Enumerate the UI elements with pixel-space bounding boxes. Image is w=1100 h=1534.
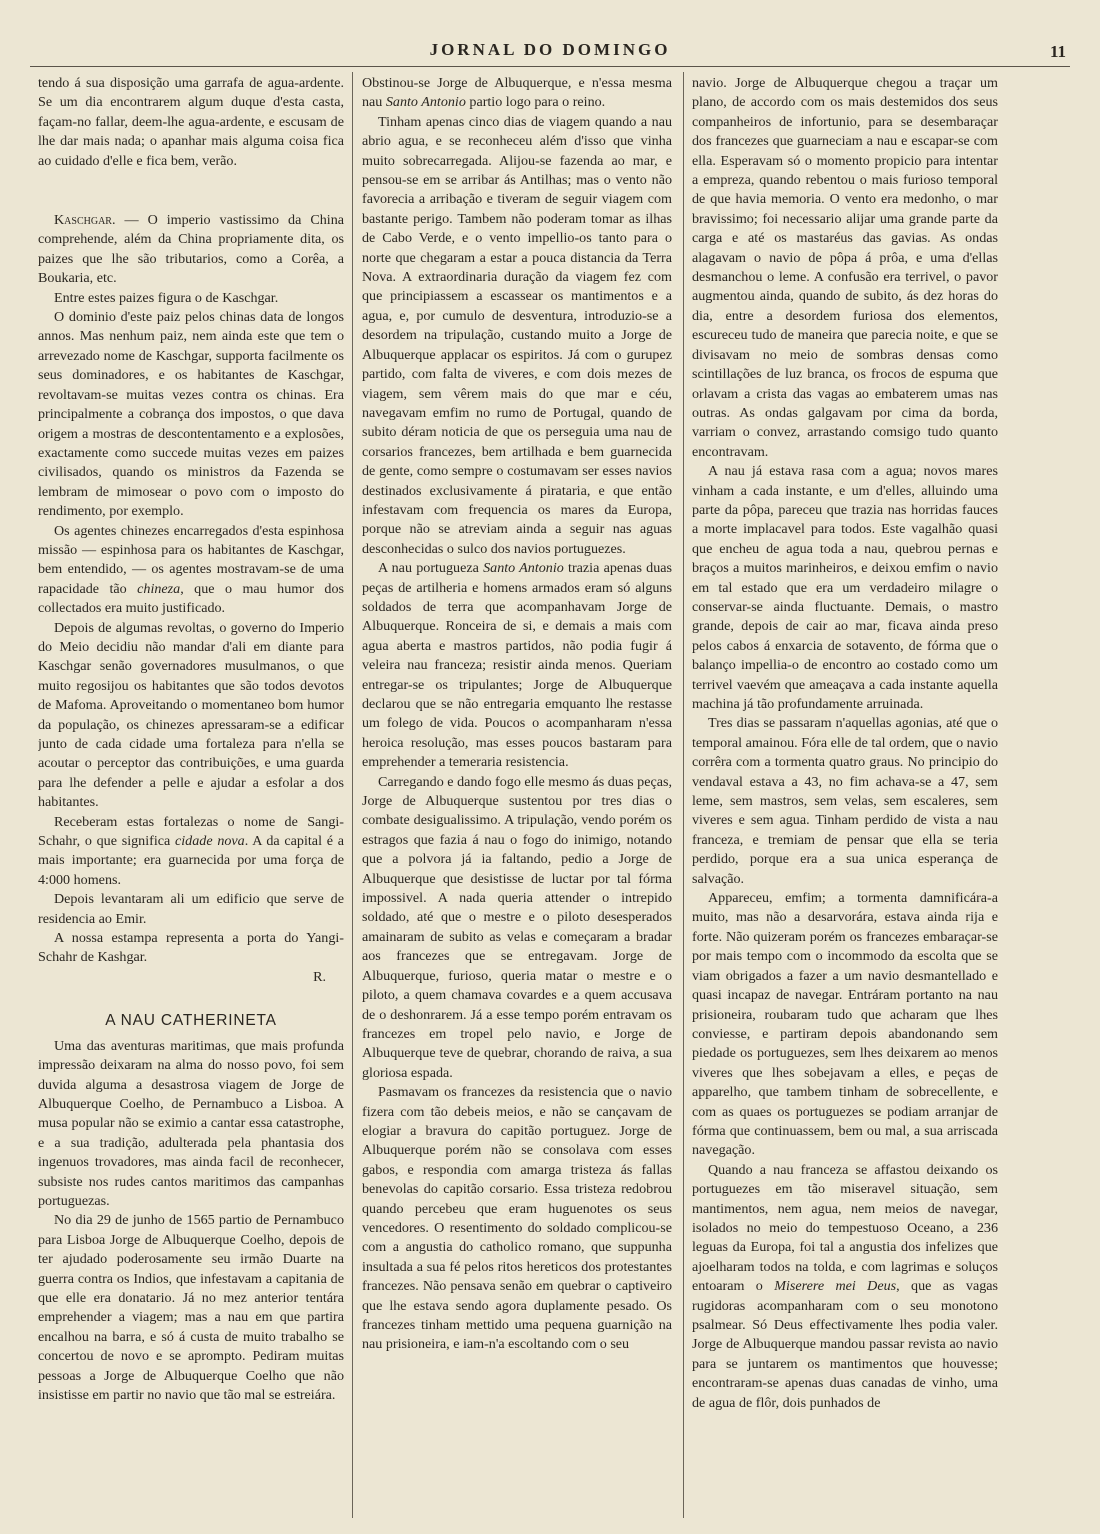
paragraph: O dominio d'este paiz pelos chinas data de longos annos. Mas nenhum paiz, nem ainda este que tem o arrevezado nome de Kaschgar, supporta facilmente os seus dominadores, e os habitantes de Kaschgar, revoltavam-se muitas vezes contra os chinas. Era principalmente a cobrança dos impostos, o que dava origem a mostras de descontentamento e a explosões, exactamente como succede muitas vezes em paizes civilisados, quando os ministros da Fazenda se lembram de mimosear o povo com o imposto do rendimento, por exemplo.	[38, 309, 344, 520]
header-rule	[30, 66, 1070, 67]
paragraph-text: . A da capital é a mais importante; era guarnecida por uma força de 4:000 homens.	[38, 833, 344, 888]
paragraph: tendo á sua disposição uma garrafa de agua-ardente. Se um dia encontrarem algum duque d'esta casta, façam-no fallar, deem-lhe agua-ardente, e escusam de lhe dar mais nada; o apanhar mais alguma coisa fica ao cuidado d'elle e fica bem, verão.	[38, 75, 344, 169]
paragraph	[692, 1161, 998, 1413]
paragraph: navio. Jorge de Albuquerque chegou a traçar um plano, de accordo com os mais destemidos dos seus companheiros de infortunio, para se desembaraçar dos francezes que guarneciam a nau e escapar-se com ella. Esperavam só o momento propicio para intentar a empreza, quando rebentou o mais furioso temporal de que havia memoria. O vento era medonho, o mar bravissimo; foi necessario alijar uma grande parte da carga e até os mastaréus das gavias. As ondas alagavam o navio de pôpa á prôa, e uma d'ellas desmanchou o leme. A confusão era terrivel, o pavor augmentou ainda, quando de subito, ás dez horas do dia, entre a desordem furiosa dos elementos, escureceu tudo de maneira que parecia noite, e que se divisavam no meio de sombras densas como scintillações de luz branca, os frocos de espuma que orlavam a crista das vagas ao embaterem umas nas outras. As ondas galgavam por cima da borda, varriam o convez, arrastando comsigo tudo quanto encontravam.	[692, 75, 998, 460]
italic-text: Miserere mei Deus	[774, 1278, 897, 1295]
paragraph	[38, 522, 344, 619]
article-title: A NAU CATHERINETA	[105, 1012, 277, 1030]
paragraph-text: Os agentes chinezes encarregados d'esta espinhosa missão — espinhosa para os habitantes de Kaschgar, bem entendido, — os agentes mostravam-se de uma rapacidade tão	[38, 522, 344, 597]
paragraph-text: Obstinou-se Jorge de Albuquerque, e n'essa mesma nau	[362, 75, 672, 111]
paragraph: Pasmavam os francezes da resistencia que o navio fizera com tão debeis meios, e não se cançavam de elogiar a bravura do capitão portuguez. Jorge de Albuquerque porém não se consolava com esses gabos, e respondia com amarga tristeza ás fallas benevolas do capitão corsario. Essa tristeza redobrou quando percebeu que eram huguenotes os seus vencedores. O resentimento do soldado complicou-se com a angustia do catholico romano, que suppunha insultada a sua fé pelos ritos hereticos dos protestantes francezes. Não pensava senão em quebrar o captiveiro que lhe estava sendo agora duplamente pesado. Os francezes tinham mettido uma pequena guarnição na nau prisioneira, e iam-n'a escoltando com o seu	[362, 1084, 672, 1353]
paragraph-text: trazia apenas duas peças de artilheria e homens armados eram só alguns soldados de terra que acompanhavam Jorge de Albuquerque. Ronceira de si, e demais a mais com agua aberta e mastros partidos, não podia fugir á veleira nau franceza; resistir ainda menos. Queriam entregar-se os tripulantes; Jorge de Albuquerque declarou que se não entregaria emquanto lhe restasse um folego de vida. Poucos o acompanharam n'essa heroica resolução, mas esses poucos bastaram para emprehender a temeraria resistencia.	[362, 560, 672, 771]
paragraph-text: Receberam estas fortalezas o nome de Sangi-Schahr, o que significa	[38, 813, 344, 850]
paragraph	[38, 813, 344, 891]
section-heading-kaschgar: Kaschgar.	[54, 212, 116, 229]
paragraph: Entre estes paizes figura o de Kaschgar.	[54, 289, 279, 306]
paragraph-text: — O imperio vastissimo da China comprehende, além da China propriamente dita, os paizes que lhe são tributarios, como a Corêa, a Boukaria, etc.	[38, 212, 344, 287]
italic-text: Santo Antonio	[385, 94, 466, 111]
spacer	[38, 171, 344, 211]
column-divider-1	[352, 72, 353, 1518]
author-signature: R.	[313, 968, 326, 985]
column-divider-2	[683, 72, 684, 1518]
paragraph-text: , que o mau humor dos collectados era muito justificado.	[38, 580, 344, 617]
paragraph: Tinham apenas cinco dias de viagem quando a nau abrio agua, e se reconheceu além d'isso que vinha muito sobrecarregada. Alijou-se fazenda ao mar, e pensou-se em se arribar ás Antilhas; mas o vento não favorecia a arribação e tiveram de seguir viagem com bastante perigo. Tambem não poderam tomar as ilhas de Cabo Verde, e o vento impellio-os tanto para o norte que chegaram a estar a pouca distancia da Terra Nova. A extraordinaria duração da viagem fez com que principiassem a escassear os mantimentos e a agua, e, por cumulo de desventura, introduzio-se a desordem na tripulação, custando muito a Jorge de Albuquerque applacar os espiritos. Já com o gurupez partido, com falta de viveres, e com dois mezes de viagem, sem vêrem mais do que mar e céu, navegavam emfim no rumo de Portugal, quando de subito déram noticia de que os perseguia uma nau de corsarios francezes, bem artilhada e bem guarnecida de gente, como sempre o costumavam ser esses navios destinados exclusivamente á pirataria, e que então infestavam com frequencia os mares da Europa, porque não se atreviam ainda a seguir nas aguas desconhecidas o sulco dos navios portuguezes.	[362, 113, 672, 557]
italic-text: Santo Antonio	[483, 560, 564, 577]
spacer	[38, 987, 344, 1011]
paragraph: A nau já estava rasa com a agua; novos mares vinham a cada instante, e um d'elles, alluindo uma parte da pôpa, pareceu que trazia nas horridas fauces a morte implacavel para todos. Este vagalhão quasi que encheu de agua toda a nau, quebrou pernas e braços a muitos marinheiros, e deixou emfim o navio em tal estado que era um verdadeiro milagre o conservar-se ainda fluctuante. Demais, o mastro grande, depois de cair ao mar, ficava ainda preso pelos cabos á enxarcia de sotavento, de fórma que o balanço impellia-o de encontro ao costado como um terrivel vaevém que ameaçava a cada instante aquella machina já tão profundamente arruinada.	[692, 463, 998, 712]
paragraph: Depois de algumas revoltas, o governo do Imperio do Meio decidiu não mandar d'ali em diante para Kaschgar senão governadores musulmanos, o que muito regosijou os habitantes que são todos devotos de Mafoma. Aproveitando o momentaneo bom humor da população, os chinezes apressaram-se a edificar junto de cada cidade uma fortaleza para n'ella se acoutar o perceptor das contribuições, e uma guarda para lhe defender a pelle e ajudar a esfolar a dos habitantes.	[38, 619, 344, 811]
paragraph: Depois levantaram ali um edificio que serve de residencia ao Emir.	[38, 891, 344, 927]
paragraph: Carregando e dando fogo elle mesmo ás duas peças, Jorge de Albuquerque sustentou por tres dias o combate desigualissimo. A tripulação, vendo porém os estragos que fazia á nau o fogo do inimigo, notando que a polvora já ia faltando, pedio a Jorge de Albuquerque que desistisse de luctar por tal fórma impossivel. A nada queria attender o intrepido soldado, até que o mestre e o piloto desesperados amainaram de subito as velas e começaram a bradar aos francezes que se entregavam. Jorge de Albuquerque, furioso, queria matar o mestre e o piloto, a quem chamava covardes e a quem accusava de o deshonrarem. Já a esse tempo porém entravam os francezes em tropel pelo navio, e Jorge de Albuquerque teve de quebrar, chorando de raiva, a sua gloriosa espada.	[362, 773, 672, 1081]
paragraph-text: A nau portugueza	[378, 560, 484, 577]
italic-text: cidade nova	[175, 833, 245, 850]
paragraph	[38, 211, 344, 289]
paragraph: Appareceu, emfim; a tormenta damnificára-a muito, mas não a desarvorára, estava ainda rija e forte. Não quizeram porém os francezes embaraçar-se por mais tempo com o incommodo da escolta que se viam obrigados a fazer a um navio desmantellado e quasi incapaz de navegar. Entráram portanto na nau prisioneira, roubaram tudo que acharam que lhes conviesse, e partiram depois abandonando sem piedade os portuguezes, sem lhes deixarem ao menos viveres que lhes sobejavam a elles, e peças de apparelho, que tambem tinham de sobrecellente, e com as quaes os portuguezes se podiam arranjar de fórma que continuassem, bem ou mal, a sua arriscada navegação.	[692, 890, 998, 1159]
column-2	[362, 74, 672, 1520]
paragraph	[362, 74, 672, 113]
page-number: 11	[1049, 42, 1066, 61]
masthead	[30, 38, 1070, 68]
paragraph: No dia 29 de junho de 1565 partio de Pernambuco para Lisboa Jorge de Albuquerque Coelho, depois de ter ajudado poderosamente seu irmão Duarte na guerra contra os Indios, que infestavam a capitania de que elle era donatario. Já no mez anterior tentára emprehender a viagem; mas a nau em que partira encalhou na barra, e só á custa de muito trabalho se concertou de novo e se aprompto. Pediram muitas pessoas a Jorge de Albuquerque Coelho que não insistisse em partir no navio que tão mal se estreiára.	[38, 1212, 344, 1403]
paragraph	[362, 559, 672, 772]
paragraph: Tres dias se passaram n'aquellas agonias, até que o temporal amainou. Fóra elle de tal ordem, que o navio corrêra com a tormenta quatro graus. No principio do vendaval estava a 43, no fim achava-se a 47, sem leme, sem mastros, sem velas, sem escaleres, sem viveres e sem agua. Tinham perdido de vista a nau franceza, e tremiam de pensar que ella se teria perdido, porque era a sua unica esperança de salvação.	[692, 715, 998, 887]
paragraph-text: Quando a nau franceza se affastou deixando os portuguezes em tão miseravel situação, sem mantimentos, nem agua, nem meios de navegar, isolados no meio do tempestuoso Oceano, a 236 leguas da Europa, foi tal a angustia dos infelizes que ajoelharam todos na tolda, e com lagrimas e soluços entoaram o	[692, 1161, 998, 1295]
paragraph: Uma das aventuras maritimas, que mais profunda impressão deixaram na alma do nosso povo, foi sem duvida alguma a desastrosa viagem de Jorge de Albuquerque Coelho, de Pernambuco a Lisboa. A musa popular não se eximio a cantar essa catastrophe, e a sua tradição, adulterada pela phantasia dos ingenuos trovadores, mas ainda facil de reconhecer, subsiste nos rudes cantos maritimos das campanhas portuguezas.	[38, 1037, 344, 1209]
italic-text: chineza	[137, 580, 181, 597]
column-1	[38, 74, 344, 1520]
paragraph: A nossa estampa representa a porta do Yangi-Schahr de Kashgar.	[38, 930, 344, 966]
column-3	[692, 74, 998, 1520]
newspaper-title: JORNAL DO DOMINGO	[429, 40, 671, 59]
paragraph-text: , que as vagas rugidoras acompanharam com o seu monotono psalmear. Só Deus effectivamente lhes podia valer. Jorge de Albuquerque mandou passar revista ao navio para se juntarem os mantimentos que houvesse; encontraram-se apenas duas canadas de vinho, uma de agua de flôr, dois punhados de	[692, 1278, 998, 1411]
paragraph-text: partio logo para o reino.	[465, 94, 606, 111]
